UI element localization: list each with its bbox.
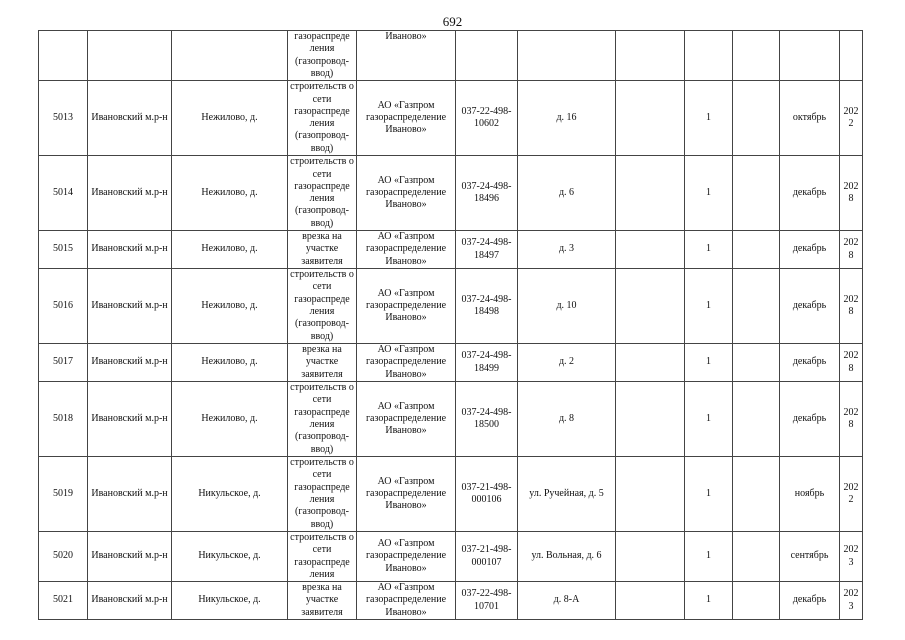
quantity-cell: 1 [685,531,733,581]
address-cell: ул. Ручейная, д. 5 [518,456,616,531]
locality-cell: Никульское, д. [172,582,288,620]
page-number: 692 [442,14,463,29]
district-cell: Ивановский м.р-н [88,531,172,581]
quantity-cell: 1 [685,381,733,456]
table-row [39,531,863,581]
work-type-cell: строительств о сети газораспреде ления (газопровод-ввод) [288,269,357,344]
request-code-cell: 037-24-498-18496 [456,156,518,231]
empty-cell [616,231,685,269]
empty-cell [616,456,685,531]
address-cell: д. 8-А [518,582,616,620]
address-cell: ул. Вольная, д. 6 [518,531,616,581]
district-cell: Ивановский м.р-н [88,231,172,269]
year-cell: 2028 [840,269,863,344]
empty-cell [616,531,685,581]
empty-cell [733,156,780,231]
locality-cell: Никульское, д. [172,456,288,531]
quantity-cell: 1 [685,344,733,382]
month-cell: декабрь [780,582,840,620]
locality-cell: Нежилово, д. [172,231,288,269]
row-number-cell: 5014 [39,156,88,231]
empty-cell [733,582,780,620]
work-type-cell: строительств о сети газораспреде ления (газопровод-ввод) [288,156,357,231]
work-type-cell: газораспреде ления (газопровод-ввод) [288,31,357,81]
district-cell: Ивановский м.р-н [88,456,172,531]
district-cell: Ивановский м.р-н [88,81,172,156]
request-code-cell: 037-24-498-18500 [456,381,518,456]
table-row [39,81,863,156]
year-cell: 2028 [840,156,863,231]
work-type-cell: строительств о сети газораспреде ления [288,531,357,581]
year-cell: 2028 [840,344,863,382]
table-row [39,344,863,382]
empty-cell [733,231,780,269]
request-code-cell: 037-24-498-18499 [456,344,518,382]
organization-cell: АО «Газпром газораспределение Иваново» [357,531,456,581]
request-code-cell: 037-24-498-18498 [456,269,518,344]
row-number-cell: 5018 [39,381,88,456]
quantity-cell: 1 [685,156,733,231]
table-row [39,582,863,620]
address-cell: д. 16 [518,81,616,156]
year-cell: 2022 [840,81,863,156]
gas-connection-table [38,30,863,620]
month-cell: декабрь [780,156,840,231]
request-code-cell: 037-21-498-000107 [456,531,518,581]
organization-cell: АО «Газпром газораспределение Иваново» [357,81,456,156]
empty-cell [733,531,780,581]
organization-cell: АО «Газпром газораспределение Иваново» [357,156,456,231]
locality-cell: Нежилово, д. [172,344,288,382]
district-cell: Ивановский м.р-н [88,156,172,231]
request-code-cell: 037-21-498-000106 [456,456,518,531]
empty-cell [616,381,685,456]
year-cell: 2023 [840,531,863,581]
empty-cell [733,456,780,531]
locality-cell: Нежилово, д. [172,269,288,344]
row-number-cell: 5016 [39,269,88,344]
organization-cell: АО «Газпром газораспределение Иваново» [357,456,456,531]
organization-cell: АО «Газпром газораспределение Иваново» [357,582,456,620]
request-code-cell: 037-24-498-18497 [456,231,518,269]
district-cell: Ивановский м.р-н [88,381,172,456]
table-row [39,231,863,269]
address-cell: д. 2 [518,344,616,382]
locality-cell: Нежилово, д. [172,81,288,156]
work-type-cell: врезка на участке заявителя [288,344,357,382]
district-cell: Ивановский м.р-н [88,582,172,620]
locality-cell: Нежилово, д. [172,156,288,231]
quantity-cell: 1 [685,582,733,620]
work-type-cell: врезка на участке заявителя [288,231,357,269]
work-type-cell: врезка на участке заявителя [288,582,357,620]
organization-cell: АО «Газпром газораспределение Иваново» [357,344,456,382]
quantity-cell: 1 [685,269,733,344]
month-cell: декабрь [780,269,840,344]
table-row-continued [39,31,863,81]
quantity-cell: 1 [685,231,733,269]
address-cell: д. 8 [518,381,616,456]
month-cell: сентябрь [780,531,840,581]
row-number-cell: 5013 [39,81,88,156]
empty-cell [616,81,685,156]
table-row [39,269,863,344]
address-cell: д. 6 [518,156,616,231]
empty-cell [616,269,685,344]
locality-cell: Нежилово, д. [172,381,288,456]
month-cell: декабрь [780,231,840,269]
row-number-cell: 5017 [39,344,88,382]
organization-cell: Иваново» [357,31,456,81]
year-cell: 2028 [840,231,863,269]
table-row [39,381,863,456]
empty-cell [733,269,780,344]
organization-cell: АО «Газпром газораспределение Иваново» [357,381,456,456]
request-code-cell: 037-22-498-10602 [456,81,518,156]
row-number-cell: 5019 [39,456,88,531]
empty-cell [733,344,780,382]
row-number-cell: 5021 [39,582,88,620]
year-cell: 2028 [840,381,863,456]
empty-cell [616,344,685,382]
table-row [39,456,863,531]
empty-cell [733,81,780,156]
address-cell: д. 10 [518,269,616,344]
table-row [39,156,863,231]
row-number-cell: 5020 [39,531,88,581]
work-type-cell: строительств о сети газораспреде ления (газопровод-ввод) [288,456,357,531]
month-cell: ноябрь [780,456,840,531]
empty-cell [616,582,685,620]
district-cell: Ивановский м.р-н [88,269,172,344]
month-cell: декабрь [780,381,840,456]
month-cell: декабрь [780,344,840,382]
work-type-cell: строительств о сети газораспреде ления (газопровод-ввод) [288,81,357,156]
year-cell: 2022 [840,456,863,531]
quantity-cell: 1 [685,456,733,531]
locality-cell: Никульское, д. [172,531,288,581]
empty-cell [733,381,780,456]
address-cell: д. 3 [518,231,616,269]
empty-cell [616,156,685,231]
row-number-cell: 5015 [39,231,88,269]
year-cell: 2023 [840,582,863,620]
district-cell: Ивановский м.р-н [88,344,172,382]
month-cell: октябрь [780,81,840,156]
work-type-cell: строительств о сети газораспреде ления (газопровод-ввод) [288,381,357,456]
quantity-cell: 1 [685,81,733,156]
organization-cell: АО «Газпром газораспределение Иваново» [357,231,456,269]
organization-cell: АО «Газпром газораспределение Иваново» [357,269,456,344]
request-code-cell: 037-22-498-10701 [456,582,518,620]
